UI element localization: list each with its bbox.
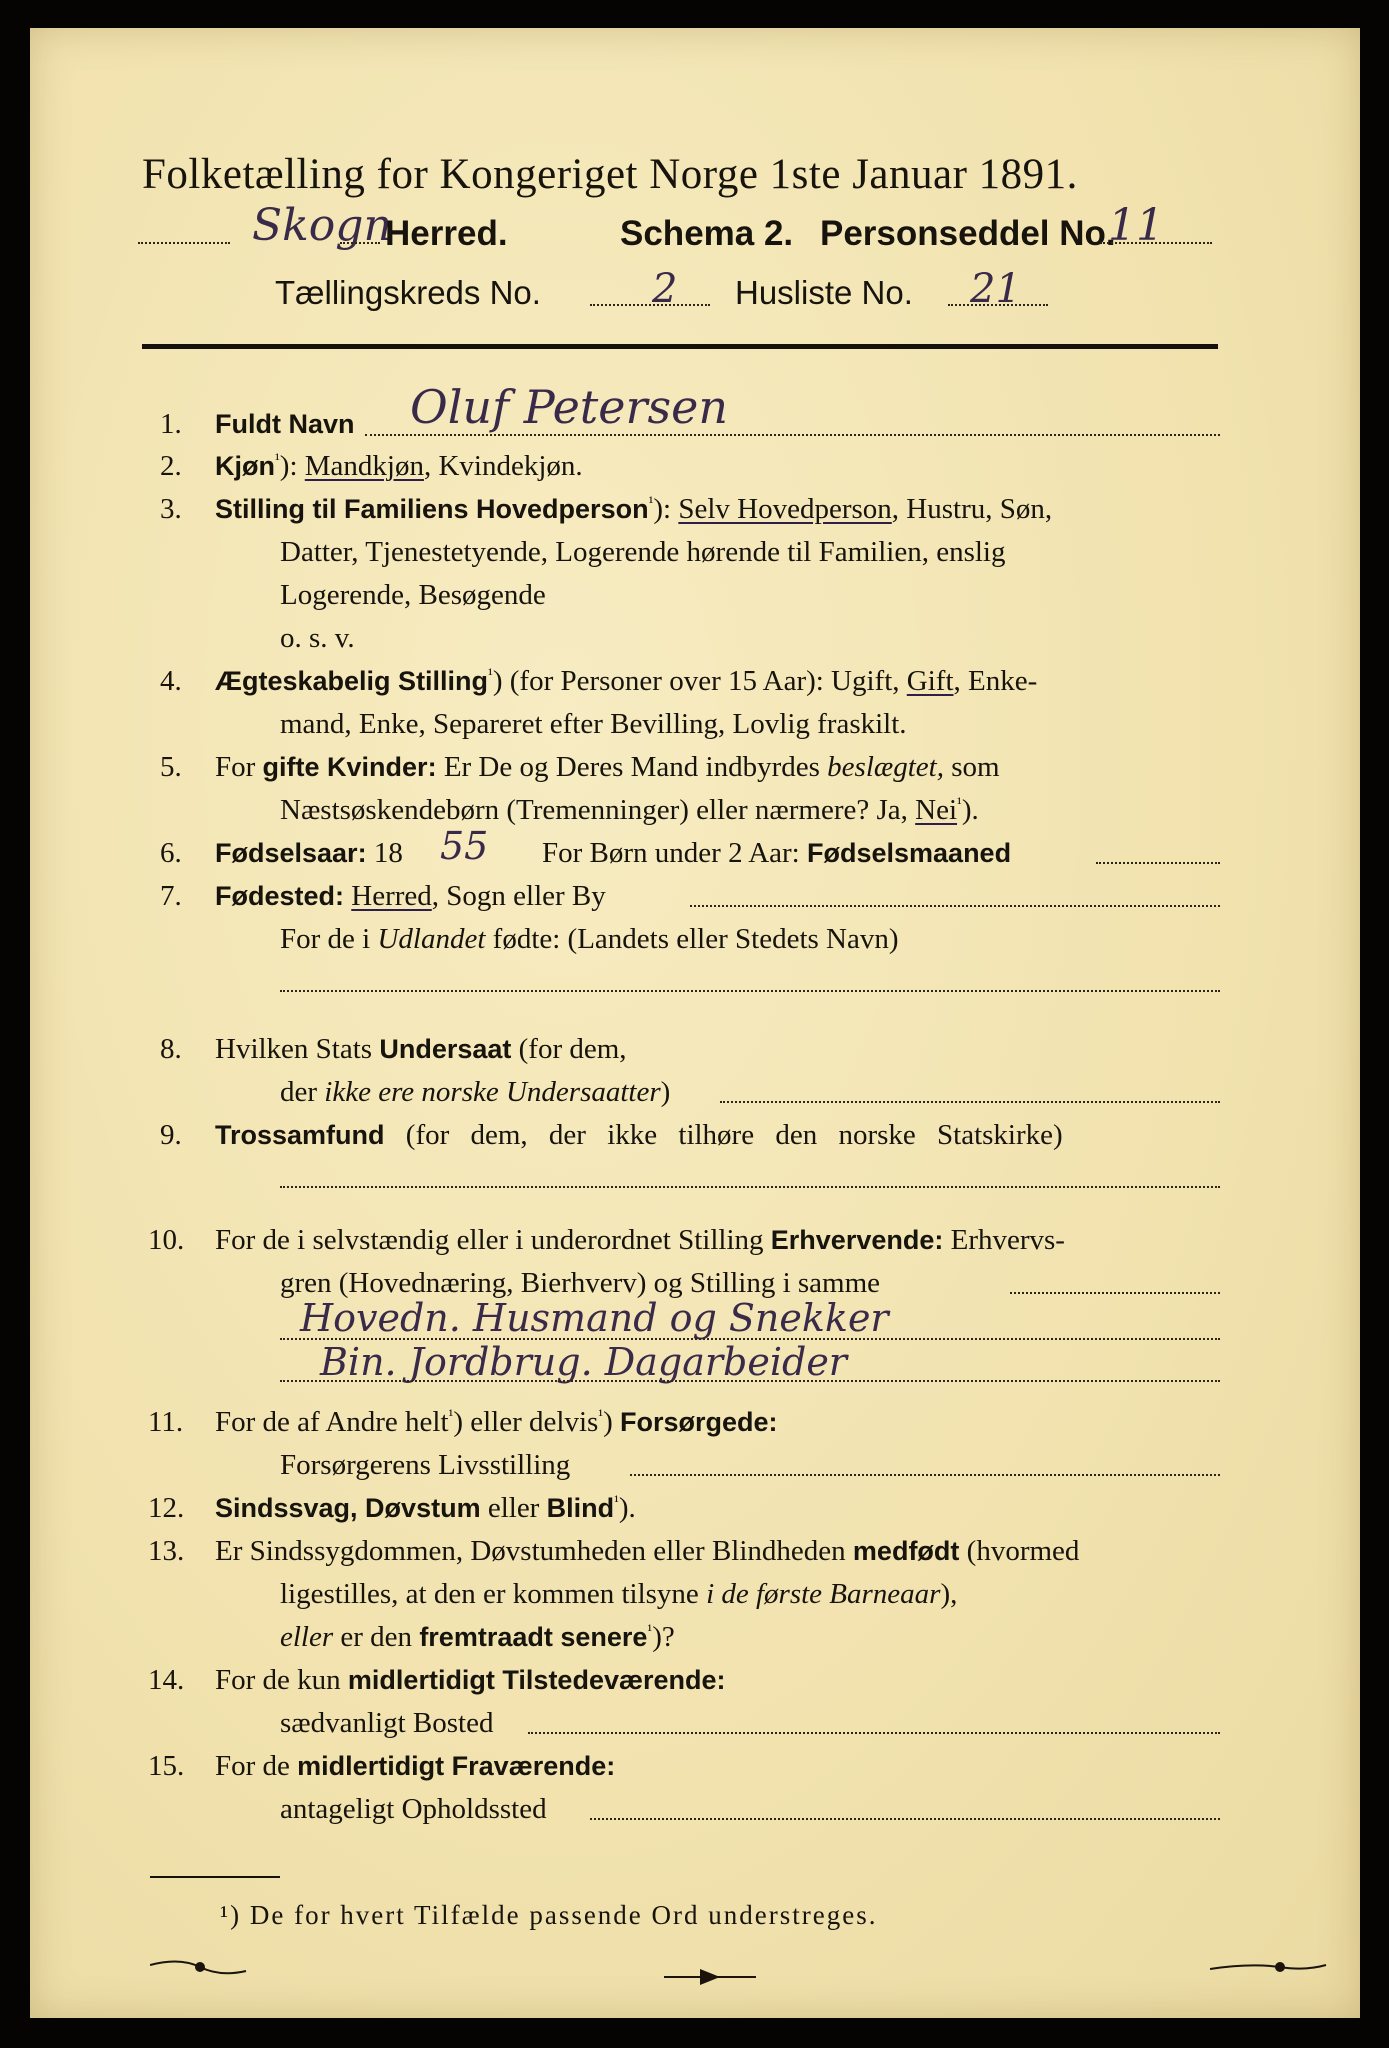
q5-line2 [280,794,979,827]
q6-line [215,837,403,870]
q13-line3 [280,1621,675,1654]
q1-leader [365,434,1220,436]
q10-leader [1010,1292,1220,1294]
schema-label: Schema 2. [620,214,794,253]
q7-option-herred-underlined: Herred [351,880,432,912]
q4-line1-tail: , Enke- [953,665,1038,697]
q8-line2-post: ) [660,1076,671,1108]
q8-rest: (for dem, [518,1033,627,1065]
q13-line2 [280,1578,957,1611]
q13-line3-italic: eller [280,1621,334,1653]
q15-pre: For de [215,1750,290,1782]
q12-mid: eller [487,1492,540,1524]
q5-tail: som [951,751,1000,783]
q3-label: Stilling til Familiens Hovedperson [215,494,649,524]
personseddel-label: Personseddel No. [820,214,1116,253]
q10-number: 10. [148,1224,185,1256]
footnote [220,1900,878,1931]
q2-option-kvindekjon: , Kvindekjøn. [423,450,583,482]
q4-number: 4. [160,665,182,697]
q2-colon: ): [279,450,298,482]
q3-option-selv-hovedperson-underlined: Selv Hovedperson [678,493,892,525]
q4-footnote-mark: ¹ [488,666,493,684]
q15-label: midlertidigt Fraværende: [297,1751,616,1781]
q5-footnote-mark: ¹ [957,795,962,813]
q4-label: Ægteskabelig Stilling [215,666,489,696]
q15-number: 15. [148,1750,185,1782]
q3-line1-tail: , Hustru, Søn, [891,493,1053,525]
q1-handwritten-name: Oluf Petersen [410,380,728,434]
q7-line2-post: fødte: (Landets eller Stedets Navn) [492,923,899,955]
q11-number: 11. [148,1406,184,1438]
q2-footnote-mark: ¹ [275,451,280,469]
footnote-mark: ¹) [220,1900,242,1930]
taellingskreds-leader [590,304,710,306]
q11-footnote-mark: ¹ [448,1407,454,1425]
q12-label2: Blind [546,1493,615,1523]
q2-text [215,450,583,483]
q13-line3-pre: er den [340,1621,413,1653]
herred-label: Herred. [385,214,508,253]
q10-line2: gren (Hovednæring, Bierhverv) og Stilling i samme [280,1267,881,1299]
q14-line1 [215,1664,726,1697]
q13-footnote-mark: ¹ [647,1622,653,1640]
q7-number: 7. [160,880,182,912]
q3-line4: o. s. v. [280,622,355,654]
q5-italic: beslægtet, [827,751,944,783]
q13-number: 13. [148,1535,185,1567]
herred-leader [138,242,230,244]
q11-mid: ) eller delvis [453,1406,599,1438]
q6-mid: For Børn under 2 Aar: [542,837,800,869]
taellingskreds-label: Tællingskreds No. [275,274,541,311]
q13-tail: (hvormed [966,1535,1080,1567]
q8-pre: Hvilken Stats [215,1033,373,1065]
q7-label: Fødested: [215,881,345,911]
taellingskreds-handwritten-value: 2 [652,266,678,312]
q7-line2 [280,923,899,956]
q15-leader [590,1818,1220,1820]
q6-leader [1096,862,1220,864]
q6-number: 6. [160,837,182,869]
q10-tail: Erhvervs- [950,1224,1065,1256]
q10-pre: For de i selvstændig eller i underordnet Stilling [215,1224,764,1256]
q9-line1 [215,1119,1063,1152]
q6-label: Fødselsaar: [215,838,367,868]
q14-leader [528,1732,1220,1734]
q7-leader-2 [280,990,1220,992]
herred-leader-2 [340,242,380,244]
q14-label: midlertidigt Tilstedeværende: [347,1665,726,1695]
q13-pre: Er Sindssygdommen, Døvstumheden eller Blindheden [215,1535,846,1567]
q13-line1 [215,1535,1079,1568]
q5-end: ). [961,794,979,826]
q10-handwritten-line2: Bin. Jordbrug. Dagarbeider [320,1340,847,1384]
ornament-right-icon [1210,1953,1330,1983]
q4-option-gift-underlined: Gift [906,665,954,697]
q8-line1 [215,1033,627,1066]
husliste-label: Husliste No. [735,274,913,311]
q12-label: Sindssvag, Døvstum [215,1493,481,1523]
q9-number: 9. [160,1119,182,1151]
q14-line2: sædvanligt Bosted [280,1707,494,1739]
q5-line2-text: Næstsøskendebørn (Tremenninger) eller nærmere? Ja, [280,794,908,826]
q13-line2-post: ), [940,1578,958,1610]
q9-leader [280,1186,1220,1188]
q5-option-nei-underlined: Nei [915,794,958,826]
q15-line2: antageligt Opholdssted [280,1793,547,1825]
q11-leader [630,1474,1220,1476]
q10-label: Erhvervende: [770,1225,944,1255]
q5-line1 [215,751,1000,784]
q14-pre: For de kun [215,1664,341,1696]
herred-handwritten-value: Skogn [252,200,392,251]
q6-label2: Fødselsmaaned [807,838,1012,868]
q8-line2-pre: der [280,1076,318,1108]
q1-label: Fuldt Navn [215,409,355,439]
q3-number: 3. [160,493,182,525]
q7-line2-italic: Udlandet [377,923,486,955]
q11-mid2: ) [603,1406,613,1438]
q11-label: Forsørgede: [620,1407,778,1437]
q8-line2-italic: ikke ere norske Undersaatter [324,1076,661,1108]
q7-line1 [215,880,606,913]
header-rule [142,344,1218,349]
ornament-left-icon [150,1953,250,1983]
q12-end: ). [618,1492,636,1524]
q10-handwritten-line1: Hovedn. Husmand og Snekker [300,1296,889,1340]
q13-line3-end: )? [652,1621,675,1653]
ornament-center-icon [660,1963,760,1993]
q8-line2 [280,1076,670,1109]
q3-footnote-mark: ¹ [648,494,654,512]
husliste-handwritten-value: 21 [970,266,1021,312]
q3-line3: Logerende, Besøgende [280,579,546,611]
q5-pre: For [215,751,256,783]
q2-number: 2. [160,450,182,482]
q11-line2: Forsørgerens Livsstilling [280,1449,571,1481]
q13-line2-italic: i de første Barneaar [706,1578,941,1610]
q5-number: 5. [160,751,182,783]
q8-leader [720,1101,1220,1103]
census-form-sheet [30,28,1360,2018]
q3-line1 [215,493,1052,526]
footnote-rule [150,1876,280,1878]
q12-footnote-mark: ¹ [614,1493,619,1511]
q7-line2-pre: For de i [280,923,371,955]
q6-handwritten-year: 55 [440,824,489,868]
q13-line2-pre: ligestilles, at den er kommen tilsyne [280,1578,699,1610]
q10-leader-3 [280,1380,1220,1382]
q9-rest: (for dem, der ikke tilhøre den norske Statskirke) [405,1119,1063,1151]
personseddel-leader [1100,242,1212,244]
q4-line1 [215,665,1037,698]
q7-leader [690,905,1220,907]
q6-century-prefix: 18 [373,837,403,869]
q2-option-mandkjon-underlined: Mandkjøn [304,450,424,482]
q11-line1 [215,1406,778,1439]
q9-label: Trossamfund [215,1120,385,1150]
q4-qualifier: ) (for Personer over 15 Aar): Ugift, [492,665,900,697]
q11-footnote-mark-2: ¹ [598,1407,604,1425]
q6-line-rest [542,837,1011,870]
q5-label: gifte Kvinder: [262,752,437,782]
q12-number: 12. [148,1492,185,1524]
q14-number: 14. [148,1664,185,1696]
q11-pre: For de af Andre helt [215,1406,449,1438]
q8-number: 8. [160,1033,182,1065]
q12-line [215,1492,636,1525]
q13-label: medfødt [852,1536,960,1566]
q7-rest: , Sogn eller By [431,880,606,912]
personseddel-handwritten-value: 11 [1108,200,1164,251]
q4-line2: mand, Enke, Separeret efter Bevilling, Lovlig fraskilt. [280,708,907,740]
q5-question: Er De og Deres Mand indbyrdes [443,751,820,783]
q2-label: Kjøn [215,451,275,481]
q1-number: 1. [160,408,182,440]
q3-colon: ): [653,493,672,525]
q10-line1 [215,1224,1065,1257]
footnote-text: De for hvert Tilfælde passende Ord understreges. [249,1900,878,1930]
q15-line1 [215,1750,615,1783]
form-title: Folketælling for Kongeriget Norge 1ste Januar 1891. [142,151,1078,198]
q13-line3-label: fremtraadt senere [419,1622,648,1652]
q8-label: Undersaat [379,1034,512,1064]
q3-line2: Datter, Tjenestetyende, Logerende hørende til Familien, enslig [280,536,1006,568]
